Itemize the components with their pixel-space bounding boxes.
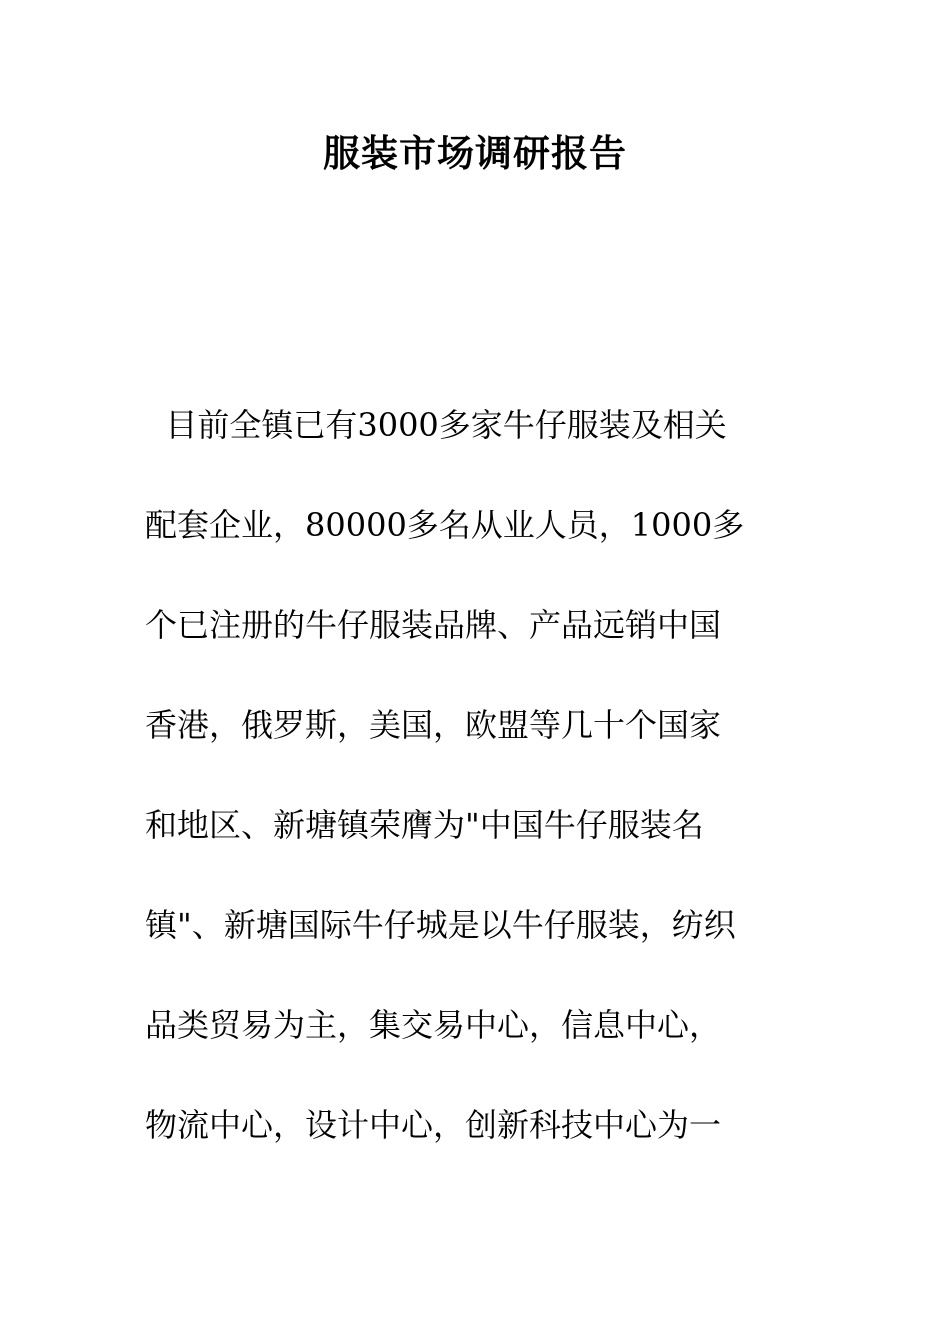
paragraph-line: 品类贸易为主，集交易中心，信息中心， bbox=[145, 1006, 722, 1044]
document-title: 服装市场调研报告 bbox=[323, 131, 627, 175]
paragraph-line: 香港，俄罗斯，美国，欧盟等几十个国家 bbox=[145, 706, 722, 744]
paragraph-line: 目前全镇已有3000多家牛仔服装及相关 bbox=[145, 406, 727, 444]
paragraph-line: 和地区、新塘镇荣膺为"中国牛仔服装名 bbox=[145, 806, 704, 844]
body-paragraph bbox=[145, 400, 805, 1200]
paragraph-line: 镇"、新塘国际牛仔城是以牛仔服装，纺织 bbox=[145, 906, 736, 944]
paragraph-line: 配套企业，80000多名从业人员，1000多 bbox=[145, 506, 745, 544]
paragraph-line: 物流中心，设计中心，创新科技中心为一 bbox=[145, 1106, 722, 1144]
paragraph-line: 个已注册的牛仔服装品牌、产品远销中国 bbox=[145, 606, 722, 644]
